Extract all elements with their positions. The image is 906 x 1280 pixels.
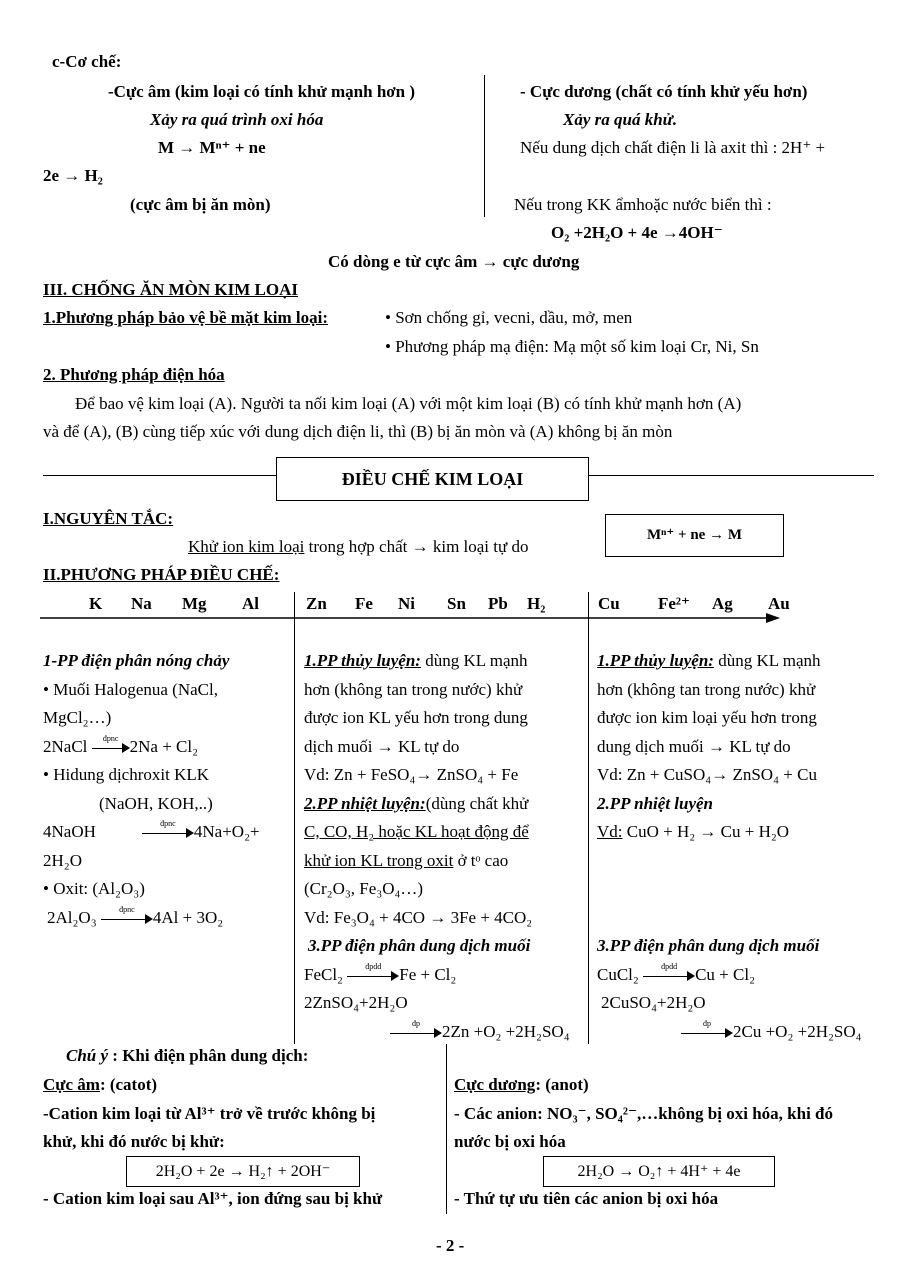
col3-cucl2-reaction: CuCl₂ đpdd Cu + Cl₂ — [597, 961, 755, 984]
mechanism-heading: c-Cơ chế: — [52, 52, 122, 71]
dp-arrow: đp — [681, 1026, 733, 1040]
anode-line-3: - Thứ tự ưu tiên các anion bị oxi hóa — [454, 1189, 719, 1208]
col2-line: dịch muối → KL tự do — [304, 736, 460, 756]
note-divider — [446, 1044, 447, 1214]
col2-electrolysis-title: 3.PP điện phân dung dịch muối — [308, 936, 531, 955]
dpdd-arrow: đpdd — [643, 969, 695, 983]
anode-title: - Cực dương (chất có tính khử yếu hơn) — [520, 82, 808, 101]
series-metal: Ag — [712, 594, 733, 613]
col1-nacl-reaction: 2NaCl đpnc 2Na + Cl₂ — [43, 733, 199, 756]
series-metal: Al — [242, 594, 259, 613]
electrochem-method-label: 2. Phương pháp điện hóa — [43, 365, 225, 384]
col2-oxides: (Cr₂O₃, Fe₃O₄…) — [304, 879, 424, 898]
dpnc-arrow: đpnc — [142, 826, 194, 840]
col2-znso4: 2ZnSO₄+2H₂O — [304, 993, 408, 1012]
series-metal: Pb — [488, 594, 508, 613]
col1-al2o3-reaction: 2Al₂O₃ đpnc 4Al + 3O₂ — [47, 904, 224, 927]
series-metal: Sn — [447, 594, 466, 613]
series-arrow — [40, 610, 780, 624]
oxygen-equation: O₂ +2H₂O + 4e →4OH⁻ — [551, 223, 723, 242]
principle-box — [605, 514, 784, 557]
hydrogen-continuation: 2e → H₂ — [43, 166, 103, 185]
page-number: - 2 - — [436, 1236, 465, 1255]
series-metal: Fe — [355, 594, 373, 613]
cathode-equation: 2H₂O + 2e → H₂↑ + 2OH⁻ — [155, 1163, 331, 1180]
col1-hydroxide-cont: (NaOH, KOH,..) — [99, 793, 213, 813]
series-metal: Cu — [598, 594, 620, 613]
col2-pyrometallurgy-title: 2.PP nhiệt luyện:(dùng chất khử — [304, 793, 529, 813]
col1-title: 1-PP điện phân nóng chảy — [43, 651, 230, 670]
mechanism-divider — [484, 75, 485, 217]
electron-flow: Có dòng e từ cực âm → cực dương — [328, 252, 580, 271]
cathode-line-3: - Cation kim loại sau Al³⁺, ion đứng sau bị khử — [43, 1189, 383, 1208]
col2-line: C, CO, H₂ hoặc KL hoạt động để — [304, 822, 529, 841]
col2-example: Vd: Zn + FeSO₄→ ZnSO₄ + Fe — [304, 765, 519, 784]
col1-hydroxide: • Hidung dịchroxit KLK — [43, 765, 210, 784]
col3-spacer — [597, 875, 879, 904]
col3-electrolysis-title: 3.PP điện phân dung dịch muối — [597, 936, 820, 955]
col2-example: Vd: Fe₃O₄ + 4CO → 3Fe + 4CO₂ — [304, 907, 533, 927]
cathode-corrodes-note: (cực âm bị ăn mòn) — [130, 195, 271, 214]
cathode-title: -Cực âm (kim loại có tính khử mạnh hơn ) — [108, 82, 416, 101]
methods-heading: II.PHƯƠNG PHÁP ĐIỀU CHẾ: — [43, 565, 280, 584]
col3-pyrometallurgy-title: 2.PP nhiệt luyện — [597, 793, 714, 813]
table-divider-1 — [294, 592, 295, 1044]
title-rule-left — [43, 475, 276, 476]
series-metal: Fe²⁺ — [658, 594, 690, 613]
note-heading: Chú ý : Khi điện phân dung dịch: — [66, 1046, 309, 1065]
acid-condition: Nếu dung dịch chất điện li là axit thì : 2H⁺ + — [520, 138, 826, 157]
anode-label: Cực dương: (anot) — [454, 1075, 589, 1094]
surface-method-item-2: • Phương pháp mạ điện: Mạ một số kim loại Cr, Ni, Sn — [385, 337, 759, 356]
corrosion-heading: III. CHỐNG ĂN MÒN KIM LOẠI — [43, 280, 299, 299]
col2-line: khử ion KL trong oxit ở tᵒ cao — [304, 850, 509, 870]
surface-method-item-1: • Sơn chống gỉ, vecni, dầu, mở, men — [385, 308, 633, 327]
col2-znso4-products: đp 2Zn +O₂ +2H₂SO₄ — [304, 1018, 586, 1047]
col3-hydrometallurgy-title: 1.PP thủy luyện: dùng KL mạnh — [597, 651, 821, 670]
col2-line: được ion KL yếu hơn trong dung — [304, 708, 528, 727]
method-column-middle — [304, 647, 586, 1046]
series-metal: Ni — [398, 594, 415, 613]
dpnc-arrow: đpnc — [101, 912, 153, 926]
series-metal: K — [89, 594, 103, 613]
col3-line: được ion kim loại yếu hơn trong — [597, 708, 817, 727]
dpdd-arrow: đpdd — [347, 969, 399, 983]
section-title: ĐIỀU CHẾ KIM LOẠI — [341, 469, 524, 489]
col2-hydrometallurgy-title: 1.PP thủy luyện: dùng KL mạnh — [304, 651, 528, 670]
col1-halogenide: • Muối Halogenua (NaCl, — [43, 679, 218, 699]
col3-example: Vd: Zn + CuSO₄→ ZnSO₄ + Cu — [597, 765, 817, 784]
cathode-line-1: -Cation kim loại từ Al³⁺ trở về trước không bị — [43, 1104, 376, 1123]
anode-equation-box — [543, 1156, 775, 1187]
method-column-electrolysis-melt — [43, 647, 291, 932]
series-metal: Mg — [182, 594, 207, 613]
dp-arrow: đp — [390, 1026, 442, 1040]
anode-line-1: - Các anion: NO₃⁻, SO₄²⁻,…không bị oxi hóa, khi đó — [454, 1104, 833, 1123]
series-metal: H₂ — [527, 594, 546, 613]
dpnc-arrow: đpnc — [92, 741, 130, 755]
series-metal: Zn — [306, 594, 327, 613]
series-metal: Au — [768, 594, 790, 613]
anode-line-2: nước bị oxi hóa — [454, 1132, 566, 1151]
col3-spacer — [597, 847, 879, 876]
col3-cuso4-products: đp 2Cu +O₂ +2H₂SO₄ — [597, 1018, 879, 1047]
electrochem-text-1: Để bao vệ kim loại (A). Người ta nối kim loại (A) với một kim loại (B) có tính khử mạnh hơn (A) — [75, 394, 742, 413]
principle-heading: I.NGUYÊN TẮC: — [43, 509, 174, 528]
anode-equation: 2H₂O → O₂↑ + 4H⁺ + 4e — [577, 1163, 741, 1180]
oxidation-process: Xảy ra quá trình oxi hóa — [150, 110, 324, 129]
cathode-line-2: khử, khi đó nước bị khử: — [43, 1132, 225, 1151]
section-title-box — [276, 457, 589, 501]
principle-text — [188, 537, 528, 557]
col1-oxide: • Oxit: (Al₂O₃) — [43, 879, 145, 898]
cathode-label: Cực âm: (catot) — [43, 1075, 158, 1094]
cathode-equation-box — [126, 1156, 360, 1187]
col3-spacer — [597, 904, 879, 933]
col1-naoh-reaction: 4NaOH đpnc 4Na+O₂+ — [43, 819, 260, 841]
reduction-process: Xảy ra quá khử. — [563, 110, 678, 129]
col3-example: Vd: CuO + H₂ → Cu + H₂O — [597, 822, 790, 841]
col3-line: dung dịch muối → KL tự do — [597, 736, 791, 756]
air-condition: Nếu trong KK ẩmhoặc nước biển thì : — [514, 195, 772, 214]
col3-cuso4: 2CuSO₄+2H₂O — [601, 993, 706, 1012]
col2-fecl2-reaction: FeCl₂ đpdd Fe + Cl₂ — [304, 961, 457, 984]
table-divider-2 — [588, 592, 589, 1044]
principle-equation: Mⁿ⁺ + ne → M — [647, 527, 742, 543]
col1-naoh-cont: 2H₂O — [43, 850, 82, 870]
col2-line: hơn (không tan trong nước) khử — [304, 679, 523, 699]
electrochem-text-2: và để (A), (B) cùng tiếp xúc với dung dịch điện li, thì (B) bị ăn mòn và (A) không bị ăn mòn — [43, 422, 673, 441]
surface-method-label: 1.Phương pháp bảo vệ bề mặt kim loại: — [43, 308, 329, 327]
col3-line: hơn (không tan trong nước) khử — [597, 679, 816, 699]
principle-text-underlined: Khử ion kim loại — [188, 537, 305, 556]
principle-text-rest: trong hợp chất → kim loại tự do — [304, 537, 529, 556]
oxidation-equation: M → Mⁿ⁺ + ne — [158, 138, 266, 157]
col1-halogenide-cont: MgCl₂…) — [43, 708, 112, 727]
series-metal: Na — [131, 594, 152, 613]
title-rule-right — [589, 475, 874, 476]
method-column-right — [597, 647, 879, 1046]
